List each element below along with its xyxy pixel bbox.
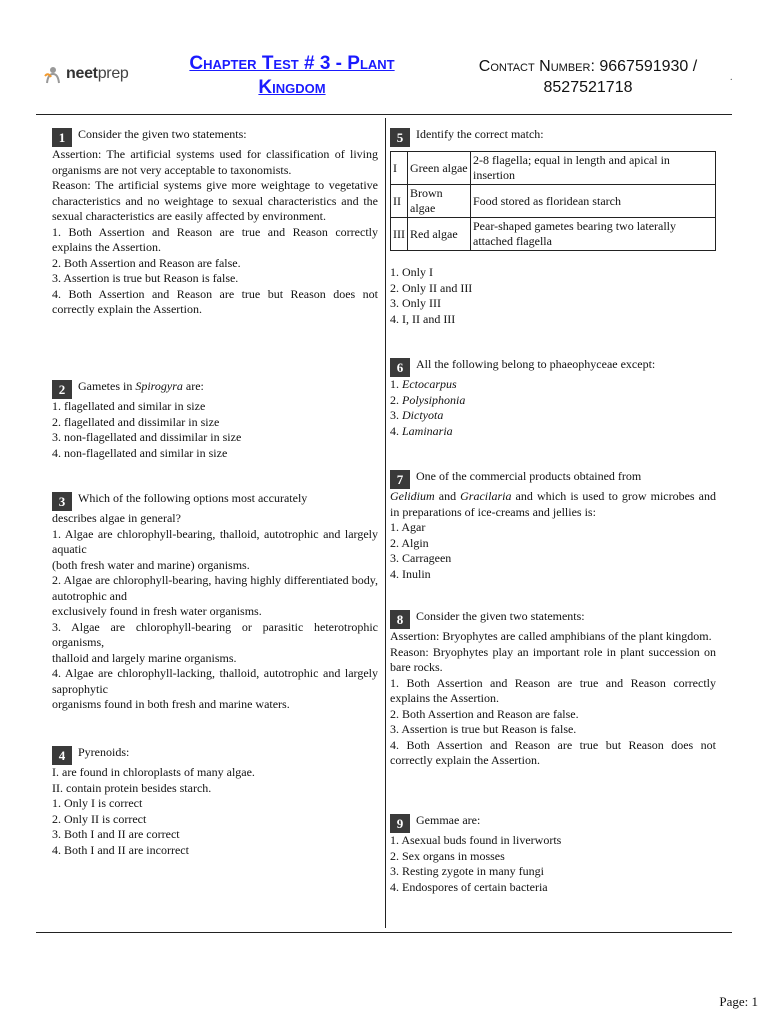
question-number: 2 <box>52 380 72 399</box>
option[interactable]: 3. Resting zygote in many fungi <box>390 864 544 878</box>
logo-person-icon <box>44 66 62 84</box>
option[interactable]: 1. Ectocarpus <box>390 377 457 391</box>
table-cell: I <box>391 152 408 185</box>
table-cell: III <box>391 218 408 251</box>
option[interactable]: 4. Algae are chlorophyll-lacking, thalloid, autotrophic and largely saprophytic <box>52 666 378 696</box>
column-divider <box>385 118 386 928</box>
option[interactable]: 2. Only II is correct <box>52 811 147 826</box>
option[interactable]: 4. Laminaria <box>390 423 453 438</box>
question-number: 8 <box>390 610 410 629</box>
stray-dot: . <box>730 72 733 83</box>
question-1 <box>52 126 378 378</box>
option-cont[interactable]: thalloid and largely marine organisms. <box>52 650 237 665</box>
option[interactable]: 2. Polysiphonia <box>390 392 466 407</box>
question-2 <box>52 378 378 490</box>
option[interactable]: 1. Only I is correct <box>52 796 143 810</box>
option[interactable]: 4. Both I and II are incorrect <box>52 842 189 857</box>
question-text: Consider the given two statements: <box>78 127 247 141</box>
question-text: One of the commercial products obtained from <box>416 469 642 483</box>
italic-term: Spirogyra <box>135 379 183 393</box>
option[interactable]: 1. flagellated and similar in size <box>52 399 206 413</box>
assertion-text: Assertion: Bryophytes are called amphibians of the plant kingdom. <box>390 629 712 643</box>
option-cont[interactable]: exclusively found in fresh water organisms. <box>52 604 262 618</box>
table-row <box>391 152 716 185</box>
option[interactable]: 2. Only II and III <box>390 280 473 295</box>
option[interactable]: 2. Both Assertion and Reason are false. <box>390 706 579 721</box>
question-number: 4 <box>52 746 72 765</box>
question-3 <box>52 490 378 744</box>
page-number: Page: 1 <box>719 994 758 1009</box>
option[interactable]: 2. Algin <box>390 535 429 550</box>
question-number: 9 <box>390 814 410 833</box>
reason-text: Reason: The artificial systems give more weightage to vegetative characteristics and no weightage to sexual characteristics and the sexual characteristics are easily affected by environment. <box>52 178 378 223</box>
option[interactable]: 2. Algae are chlorophyll-bearing, having highly differentiated body, autotrophic and <box>52 573 378 603</box>
option[interactable]: 4. Endospores of certain bacteria <box>390 879 548 894</box>
assertion-text: Assertion: The artificial systems used for classification of living organisms are not very acceptable to taxonomists. <box>52 147 378 177</box>
question-text: Gemmae are: <box>416 813 481 827</box>
table-cell: Food stored as floridean starch <box>471 185 716 218</box>
question-text-cont: Gelidium and Gracilaria and which is used to grow microbes and in preparations of ice-creams and jellies is: <box>390 489 716 519</box>
question-text: Identify the correct match: <box>416 127 544 141</box>
option[interactable]: 4. Both Assertion and Reason are true but Reason does not correctly explain the Assertion. <box>390 737 716 767</box>
option[interactable]: 1. Agar <box>390 520 426 534</box>
table-cell: II <box>391 185 408 218</box>
statement: II. contain protein besides starch. <box>52 780 212 795</box>
table-row <box>391 218 716 251</box>
option[interactable]: 2. Sex organs in mosses <box>390 848 505 863</box>
table-cell: Brown algae <box>408 185 471 218</box>
question-4 <box>52 744 378 858</box>
option[interactable]: 1. Only I <box>390 265 433 279</box>
option[interactable]: 3. Assertion is true but Reason is false. <box>52 271 239 285</box>
option[interactable]: 4. non-flagellated and similar in size <box>52 445 228 460</box>
option[interactable]: 3. Dictyota <box>390 408 444 422</box>
option[interactable]: 3. Algae are chlorophyll-bearing or parasitic heterotrophic organisms, <box>52 619 378 649</box>
option[interactable]: 1. Both Assertion and Reason are true and Reason correctly explains the Assertion. <box>52 224 378 254</box>
question-text: Which of the following options most accurately <box>78 491 308 505</box>
option[interactable]: 3. Carrageen <box>390 551 452 565</box>
table-cell: Red algae <box>408 218 471 251</box>
match-table <box>390 151 716 251</box>
table-row <box>391 185 716 218</box>
option[interactable]: 3. Only III <box>390 296 441 310</box>
page-title <box>158 52 426 100</box>
option[interactable]: 3. Assertion is true but Reason is false. <box>390 722 577 736</box>
contact-label: Contact Number <box>478 58 591 75</box>
question-number: 6 <box>390 358 410 377</box>
question-number: 3 <box>52 492 72 511</box>
neetprep-logo <box>44 62 154 90</box>
question-text-cont: describes algae in general? <box>52 511 181 525</box>
question-6 <box>390 356 716 468</box>
question-number: 7 <box>390 470 410 489</box>
option[interactable]: 1. Asexual buds found in liverworts <box>390 833 562 847</box>
table-cell: 2-8 flagella; equal in length and apical in insertion <box>471 152 716 185</box>
option[interactable]: 1. Algae are chlorophyll-bearing, thalloid, autotrophic and largely aquatic <box>52 526 378 556</box>
contact-line-1: : 9667591930 / <box>590 58 698 75</box>
question-text: Pyrenoids: <box>78 745 130 759</box>
contact-line-2: 8527521718 <box>543 79 633 96</box>
option[interactable]: 4. Both Assertion and Reason are true but Reason does not correctly explain the Assertion. <box>52 286 378 316</box>
question-number: 5 <box>390 128 410 147</box>
logo-text-light: prep <box>97 65 129 82</box>
option[interactable]: 4. Inulin <box>390 566 431 581</box>
left-column <box>52 126 378 858</box>
title-line-1: Chapter Test # 3 - Plant <box>189 53 395 74</box>
page-header <box>36 50 732 112</box>
option-cont[interactable]: (both fresh water and marine) organisms. <box>52 557 250 572</box>
option[interactable]: 1. Both Assertion and Reason are true and Reason correctly explains the Assertion. <box>390 675 716 705</box>
option[interactable]: 2. Both Assertion and Reason are false. <box>52 255 241 270</box>
table-cell: Pear-shaped gametes bearing two laterally attached flagella <box>471 218 716 251</box>
question-number: 1 <box>52 128 72 147</box>
right-column <box>390 126 716 895</box>
logo-text <box>66 65 129 83</box>
question-text: Gametes in Spirogyra are: <box>78 379 204 393</box>
table-cell: Green algae <box>408 152 471 185</box>
statement: I. are found in chloroplasts of many algae. <box>52 765 255 779</box>
question-7 <box>390 468 716 608</box>
option[interactable]: 2. flagellated and dissimilar in size <box>52 414 220 429</box>
footer-divider <box>36 932 732 933</box>
question-8 <box>390 608 716 812</box>
logo-text-bold: neet <box>66 65 98 82</box>
title-line-2: Kingdom <box>258 77 326 98</box>
question-text: Consider the given two statements: <box>416 609 585 623</box>
option-cont[interactable]: organisms found in both fresh and marine waters. <box>52 697 290 711</box>
header-divider <box>36 114 732 115</box>
option[interactable]: 3. Both I and II are correct <box>52 827 180 841</box>
reason-text: Reason: Bryophytes play an important role in plant succession on bare rocks. <box>390 644 716 674</box>
option[interactable]: 4. I, II and III <box>390 311 456 326</box>
question-text: All the following belong to phaeophyceae except: <box>416 357 656 371</box>
question-9 <box>390 812 716 895</box>
question-5 <box>390 126 716 356</box>
contact-number <box>436 56 740 98</box>
option[interactable]: 3. non-flagellated and dissimilar in size <box>52 430 242 444</box>
